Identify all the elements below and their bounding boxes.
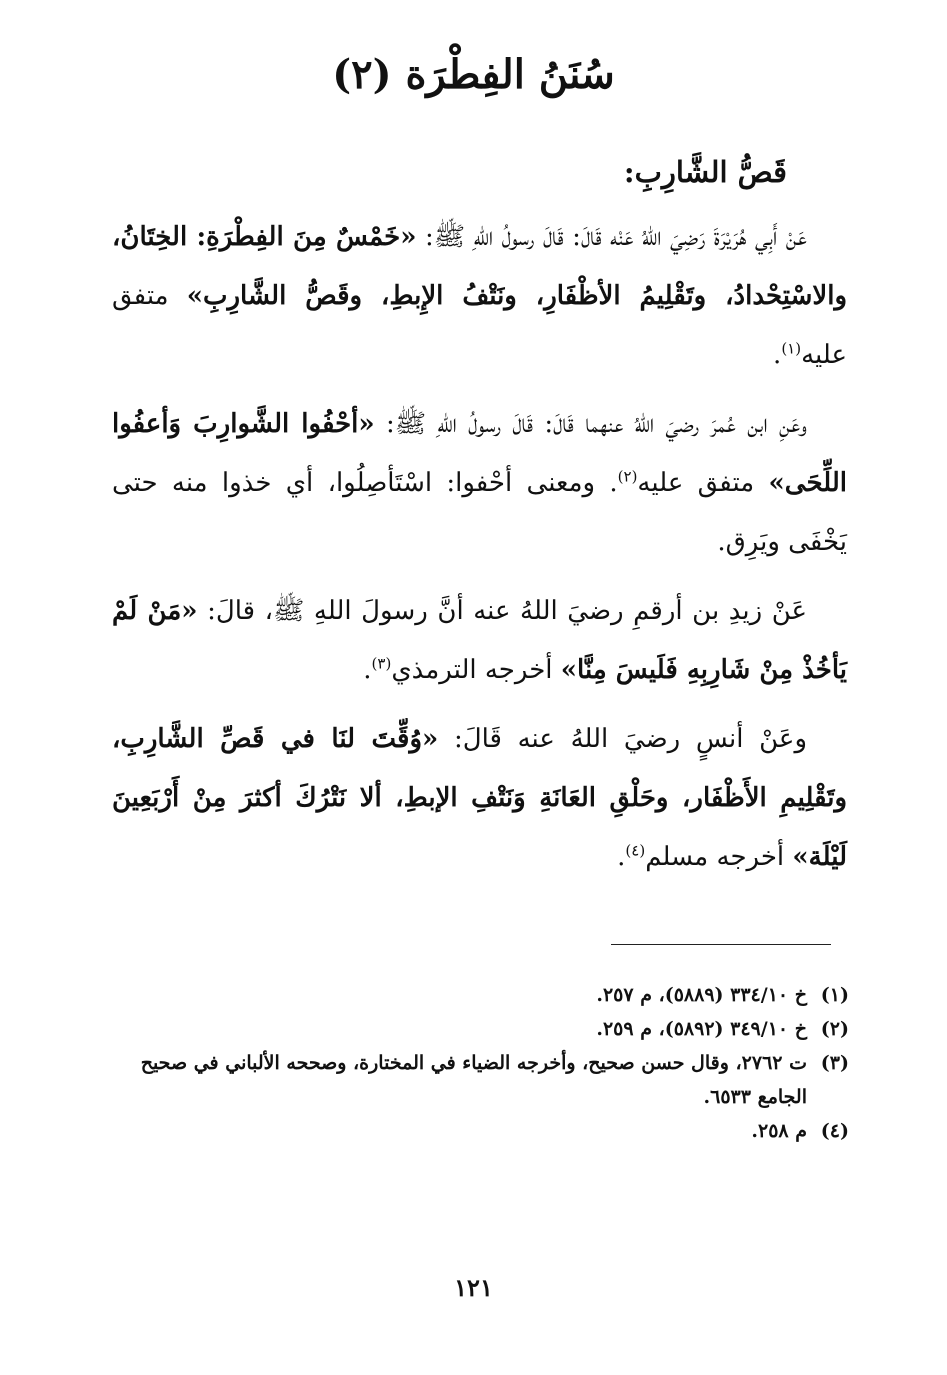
paragraph-intro: عَنْ زيدِ بن أرقمِ رضيَ اللهُ عنه أنَّ رسولَ اللهِ ﷺ، قالَ:: [197, 596, 808, 626]
paragraph-ending: .: [617, 842, 626, 872]
section-heading: قَصُّ الشَّارِبِ:: [623, 155, 787, 189]
page-number: ١٢١: [454, 1273, 493, 1302]
paragraph-ending: .: [363, 655, 372, 685]
paragraph-intro: وعَنْ أنسٍ رضيَ اللهُ عنه قَالَ:: [438, 724, 807, 754]
hadith-paragraph: [112, 395, 847, 572]
footnote-item: [109, 1046, 849, 1114]
footnote-text: خ ٣٤٩/١٠ (٥٨٩٢)، م ٢٥٩.: [596, 1018, 807, 1040]
hadith-paragraph: [112, 582, 847, 700]
paragraph-intro: وعَنِ ابن عُمرَ رضيَ اللهُ عنهما قَالَ: قَالَ رسولُ اللهِ ﷺ:: [374, 409, 807, 439]
paragraph-intro: عَنْ أَبِي هُرَيْرَةَ رَضِيَ اللهُ عَنْه قَالَ: قَالَ رسولُ اللهِ ﷺ:: [416, 222, 807, 252]
hadith-source: متفق عليه: [637, 468, 769, 498]
footnote-item: [109, 1114, 849, 1148]
footnote-item: [109, 1012, 849, 1046]
paragraph-extra: ومعنى أحْفوا: اسْتَأصِلُوا، أي خذوا منه حتى يَخْفَى ويَرِق.: [112, 468, 847, 557]
hadith-paragraph: [112, 208, 847, 385]
footnote-number: (٢): [820, 1018, 849, 1040]
footnote-mark: (٤): [625, 841, 646, 860]
hadith-source: أخرجه الترمذي: [391, 655, 561, 685]
footnote-mark: (٢): [617, 467, 638, 486]
footnote-text: خ ٣٣٤/١٠ (٥٨٨٩)، م ٢٥٧.: [596, 984, 807, 1006]
footnote-number: (٤): [820, 1120, 849, 1142]
footnote-mark: (٣): [371, 654, 392, 673]
footnote-mark: (١): [781, 339, 802, 358]
footnote-number: (٣): [820, 1052, 849, 1074]
footnote-text: ت ٢٧٦٢، وقال حسن صحيح، وأخرجه الضياء في المختارة، وصححه الألباني في صحيح الجامع ٦٥٣٣.: [140, 1052, 807, 1108]
footnote-text: م ٢٥٨.: [751, 1120, 807, 1142]
footnotes: [109, 978, 849, 1148]
hadith-quote: «وُقِّتَ لنَا في قَصِّ الشَّارِبِ، وتَقْلِيمِ الأَظْفَار، وحَلْقِ العَانَةِ وَنَتْفِ الإبطِ، ألا نَتْرُكَ أكثرَ مِنْ أَرْبَعِينَ لَيْلَة»: [112, 724, 847, 872]
hadith-source: متفق عليه: [112, 281, 847, 370]
paragraph-ending: .: [609, 468, 618, 498]
body-text: [112, 208, 847, 897]
hadith-quote: «خَمْسٌ مِنَ الفِطْرَةِ: الخِتَانُ، والاسْتِحْدادُ، وتَقْلِيمُ الأظْفَارِ، ونَتْفُ الإِبطِ، وقَصُّ الشَّارِبِ»: [112, 222, 848, 311]
hadith-source: أخرجه مسلم: [645, 842, 793, 872]
page-title: سُنَنُ الفِطْرَة (٢): [332, 51, 615, 98]
footnote-item: [109, 978, 849, 1012]
footnote-divider: [611, 944, 831, 945]
paragraph-ending: .: [773, 340, 782, 370]
hadith-quote: «مَنْ لَمْ يَأخُذْ مِنْ شَارِبِهِ فَلَيسَ مِنَّا»: [112, 596, 847, 685]
footnote-number: (١): [820, 984, 849, 1006]
hadith-paragraph: [112, 710, 847, 887]
hadith-quote: «أحْفُوا الشَّوارِبَ وَأعفُوا اللِّحَى»: [112, 409, 848, 498]
